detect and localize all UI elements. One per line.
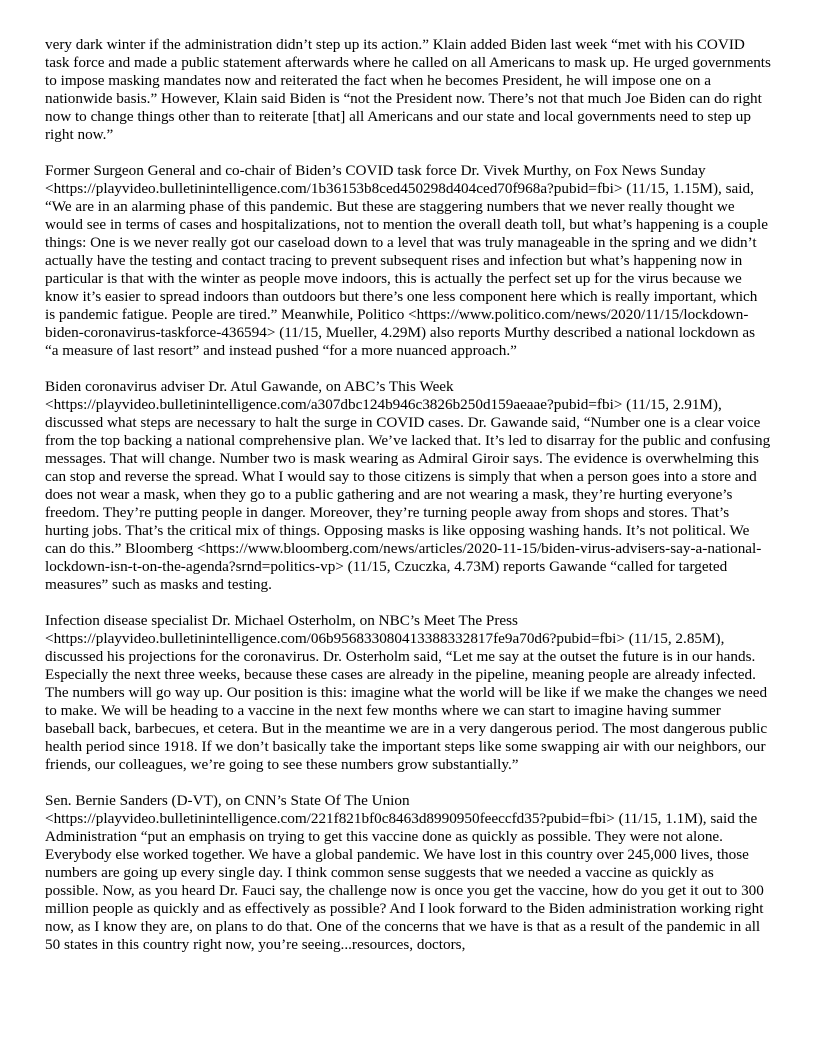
paragraph-gawande-abc: Biden coronavirus adviser Dr. Atul Gawande, on ABC’s This Week <https://playvideo.bulletinintelligence.com/a307dbc124b946c3826b250d159aeaae?pubid=fbi> (11/15, 2.91M), discussed what steps are necessary to halt the surge in COVID cases. Dr. Gawande said, “Number one is a clear voice from the top backing a national comprehensive plan. We’ve lacked that. It’s led to disarray for the public and confusing messages. That will change. Number two is mask wearing as Admiral Giroir says. The evidence is overwhelming this can stop and reverse the spread. What I would say to those citizens is simply that when a person goes into a store and does not wear a mask, when they go to a public gathering and are not wearing a mask, they’re hurting everyone’s freedom. They’re putting people in danger. Moreover, they’re turning people away from shops and stores. That’s hurting jobs. That’s the critical mix of things. Opposing masks is like opposing washing hands. It’s not political. We can do this.” Bloomberg <https://www.bloomberg.com/news/articles/2020-11-15/biden-virus-advisers-say-a-national-lockdown-isn-t-on-the-agenda?srnd=politics-vp> (11/15, Czuczka, 4.73M) reports Gawande “called for targeted measures” such as masks and testing. xyxy=(45,378,771,593)
document-page xyxy=(45,36,771,972)
paragraph-murthy-fox-news: Former Surgeon General and co-chair of Biden’s COVID task force Dr. Vivek Murthy, on Fox News Sunday <https://playvideo.bulletinintelligence.com/1b36153b8ced450298d404ced70f968a?pubid=fbi> (11/15, 1.15M), said, “We are in an alarming phase of this pandemic. But these are staggering numbers that we never really thought we would see in terms of cases and hospitalizations, not to mention the overall death toll, but what’s happening is a couple things: One is we never really got our caseload down to a level that was truly manageable in the spring and we didn’t actually have the testing and contact tracing to prevent subsequent rises and infection but what’s happening now in particular is that with the winter as people move indoors, this is actually the perfect set up for the virus because we know it’s easier to spread indoors than outdoors but there’s one less component here which is really important, which is pandemic fatigue. People are tired.” Meanwhile, Politico <https://www.politico.com/news/2020/11/15/lockdown-biden-coronavirus-taskforce-436594> (11/15, Mueller, 4.29M) also reports Murthy described a national lockdown as “a measure of last resort” and instead pushed “for a more nuanced approach.” xyxy=(45,162,768,359)
paragraph-sanders-cnn: Sen. Bernie Sanders (D-VT), on CNN’s State Of The Union <https://playvideo.bulletinintelligence.com/221f821bf0c8463d8990950feeccfd35?pubid=fbi> (11/15, 1.1M), said the Administration “put an emphasis on trying to get this vaccine done as quickly as possible. They were not alone. Everybody else worked together. We have a global pandemic. We have lost in this country over 245,000 lives, those numbers are going up every single day. I think common sense suggests that we needed a vaccine as quickly as possible. Now, as you heard Dr. Fauci say, the challenge now is once you get the vaccine, how do you get it out to 300 million people as quickly and as effectively as possible? And I look forward to the Biden administration working right now, as I know they are, on plans to do that. One of the concerns that we have is that as a result of the pandemic in all 50 states in this country right now, you’re seeing...resources, doctors, xyxy=(45,792,764,953)
paragraph-klain-biden-masking: very dark winter if the administration didn’t step up its action.” Klain added Biden last week “met with his COVID task force and made a public statement afterwards where he called on all Americans to mask up. He urged governments to impose masking mandates now and reiterated the fact when he becomes President, he will impose one on a nationwide basis.” However, Klain said Biden is “not the President now. There’s not that much Joe Biden can do right now to change things other than to reiterate [that] all Americans and our state and local governments need to step up right now.” xyxy=(45,36,771,143)
paragraph-osterholm-nbc: Infection disease specialist Dr. Michael Osterholm, on NBC’s Meet The Press <https://playvideo.bulletinintelligence.com/06b95683308041338833​2817fe9a70d6?pubid=fbi> (11/15, 2.85M), discussed his projections for the coronavirus. Dr. Osterholm said, “Let me say at the outset the future is in our hands. Especially the next three weeks, because these cases are already in the pipeline, meaning people are already infected. The numbers will go way up. Our position is this: imagine what the world will be like if we make the changes we need to make. We will be heading to a vaccine in the next few months where we can start to imagine having summer baseball back, barbecues, et cetera. But in the meantime we are in a very dangerous period. The most dangerous public health period since 1918. If we don’t basically take the important steps like some swapping air with our neighbors, our friends, our colleagues, we’re going to see these numbers grow substantially.” xyxy=(45,612,768,773)
